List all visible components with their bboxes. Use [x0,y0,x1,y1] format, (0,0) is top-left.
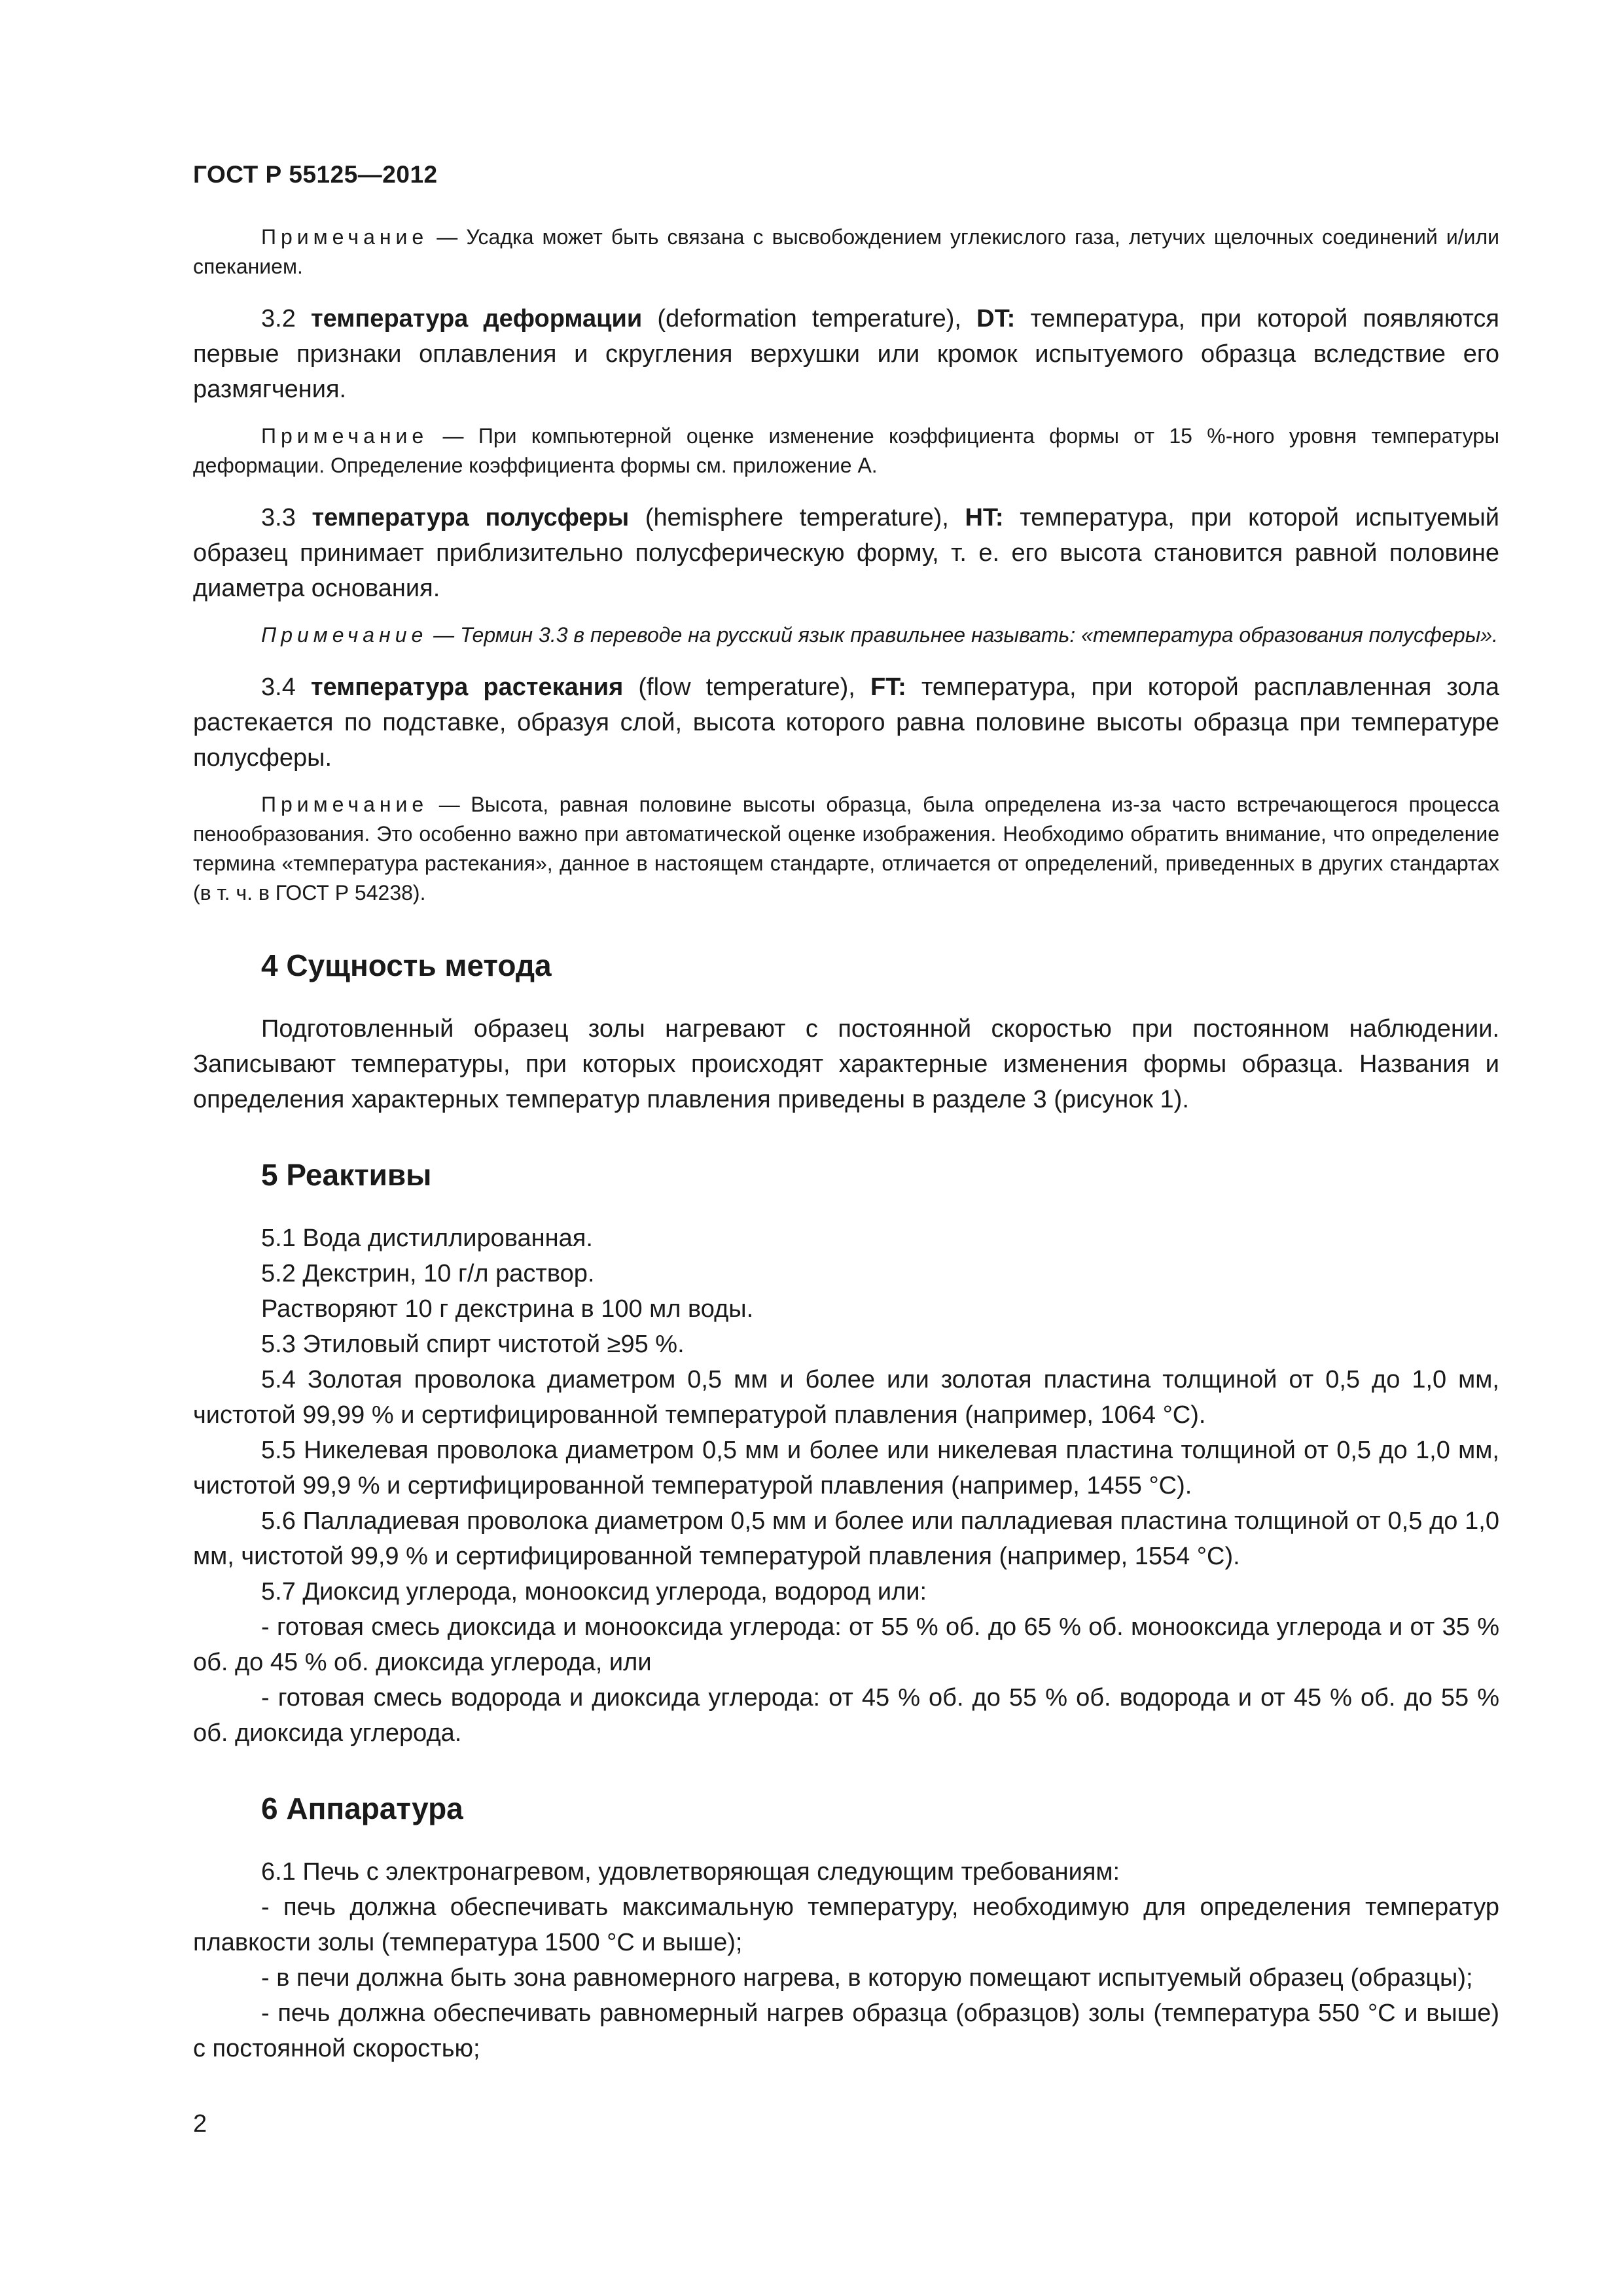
section-6-item: - в печи должна быть зона равномерного нагрева, в которую помещают испытуемый образец (образцы); [261,1964,1473,1992]
section-4-heading: 4 Сущность метода [261,948,552,982]
term-abbreviation: DT: [976,305,1016,332]
clause-number: 3.2 [261,305,311,332]
document-code-header: ГОСТ Р 55125—2012 [193,161,438,188]
term: температура полусферы [312,504,630,531]
clause-number: 3.3 [261,504,312,531]
note-text: Высота, равная половине высоты образца, была определена из-за часто встречающегося процесса пенообразования. Это особенно важно при автоматической оценке изображения. Необходимо обратить внимание, что определение термина «температура растекания», данное в настоящем стандарте, отличается от определений, приведенных в других стандартах (в т. ч. в ГОСТ Р 54238). [193,793,1500,905]
term: температура деформации [311,305,643,332]
note-text: При компьютерной оценке изменение коэффициента формы от 15 %-ного уровня температуры деформации. Определение коэффициента формы см. приложение А. [193,424,1500,477]
note-term-translation [193,620,1499,650]
definition-3-2 [193,301,1499,407]
page-number: 2 [193,2110,207,2138]
definition-text: температура, при которой появляются первые признаки оплавления и скругления верхушки или кромок испытуемого образца вследствие его размягчения. [193,305,1500,403]
section-5-item: - готовая смесь водорода и диоксида углерода: от 45 % об. до 55 % об. водорода и от 45 % об. до 55 % об. диоксида углерода. [193,1684,1499,1747]
note-label: Примечание [261,793,429,816]
section-6-item: - печь должна обеспечивать максимальную температуру, необходимую для определения температур плавкости золы (температура 1500 °С и выше); [193,1893,1499,1956]
note-dash: — [428,793,471,816]
section-5-item: 5.7 Диоксид углерода, монооксид углерода, водород или: [261,1578,927,1605]
definition-text: температура, при которой испытуемый образец принимает приблизительно полусферическую форму, т. е. его высота становится равной половине диаметра основания. [193,504,1499,602]
term-english: (deformation temperature), [642,305,977,332]
page-content [193,223,1499,2066]
term-abbreviation: FT: [870,673,906,701]
section-6-item: 6.1 Печь с электронагревом, удовлетворяющая следующим требованиям: [261,1858,1120,1886]
term-english: (flow temperature), [623,673,870,701]
definition-3-3 [193,500,1499,606]
term: температура растекания [310,673,624,701]
section-5-item: 5.6 Палладиевая проволока диаметром 0,5 мм и более или палладиевая пластина толщиной от 0,5 до 1,0 мм, чистотой 99,9 % и сертифицированной температурой плавления (например, 1554 °С). [193,1507,1499,1570]
definition-text: температура, при которой расплавленная зола растекается по подставке, образуя слой, высота которого равна половине высоты образца при температуре полусферы. [193,673,1499,772]
section-5-item: 5.2 Декстрин, 10 г/л раствор. [261,1260,595,1287]
note-label: Примечание [261,225,429,249]
note-dash: — [428,424,478,448]
section-5-item: 5.3 Этиловый спирт чистотой ≥95 %. [261,1331,685,1358]
section-5-item: Растворяют 10 г декстрина в 100 мл воды. [261,1295,754,1323]
note-height-definition [193,790,1499,908]
note-text: Термин 3.3 в переводе на русский язык правильнее называть: «температура образования полусферы». [460,623,1498,647]
section-6-heading: 6 Аппаратура [261,1791,463,1825]
section-5-heading: 5 Реактивы [261,1158,432,1192]
term-abbreviation: HT: [965,504,1004,531]
note-shrinkage [193,223,1499,281]
note-computer-evaluation [193,422,1499,480]
note-label: Примечание [261,623,428,647]
note-label: Примечание [261,424,429,448]
note-dash: — [427,623,461,647]
definition-3-4 [193,670,1499,776]
section-5-item: 5.1 Вода дистиллированная. [261,1225,593,1252]
section-6-item: - печь должна обеспечивать равномерный нагрев образца (образцов) золы (температура 550 °С и выше) с постоянной скоростью; [193,2000,1499,2062]
term-english: (hemisphere temperature), [629,504,965,531]
section-5-item: - готовая смесь диоксида и монооксида углерода: от 55 % об. до 65 % об. монооксида углерода и от 35 % об. до 45 % об. диоксида углерода, или [193,1613,1499,1676]
section-5-item: 5.5 Никелевая проволока диаметром 0,5 мм и более или никелевая пластина толщиной от 0,5 до 1,0 мм, чистотой 99,9 % и сертифицированной температурой плавления (например, 1455 °С). [193,1437,1499,1499]
note-dash: — [428,225,467,249]
note-text: Усадка может быть связана с высвобождением углекислого газа, летучих щелочных соединений и/или спеканием. [193,225,1500,278]
section-4-paragraph: Подготовленный образец золы нагревают с постоянной скоростью при постоянном наблюдении. Записывают температуры, при которых происходят характерные изменения формы образца. Названия и определения характерных температур плавления приведены в разделе 3 (рисунок 1). [193,1015,1499,1113]
clause-number: 3.4 [261,673,311,701]
section-5-item: 5.4 Золотая проволока диаметром 0,5 мм и более или золотая пластина толщиной от 0,5 до 1,0 мм, чистотой 99,99 % и сертифицированной температурой плавления (например, 1064 °С). [193,1366,1499,1429]
